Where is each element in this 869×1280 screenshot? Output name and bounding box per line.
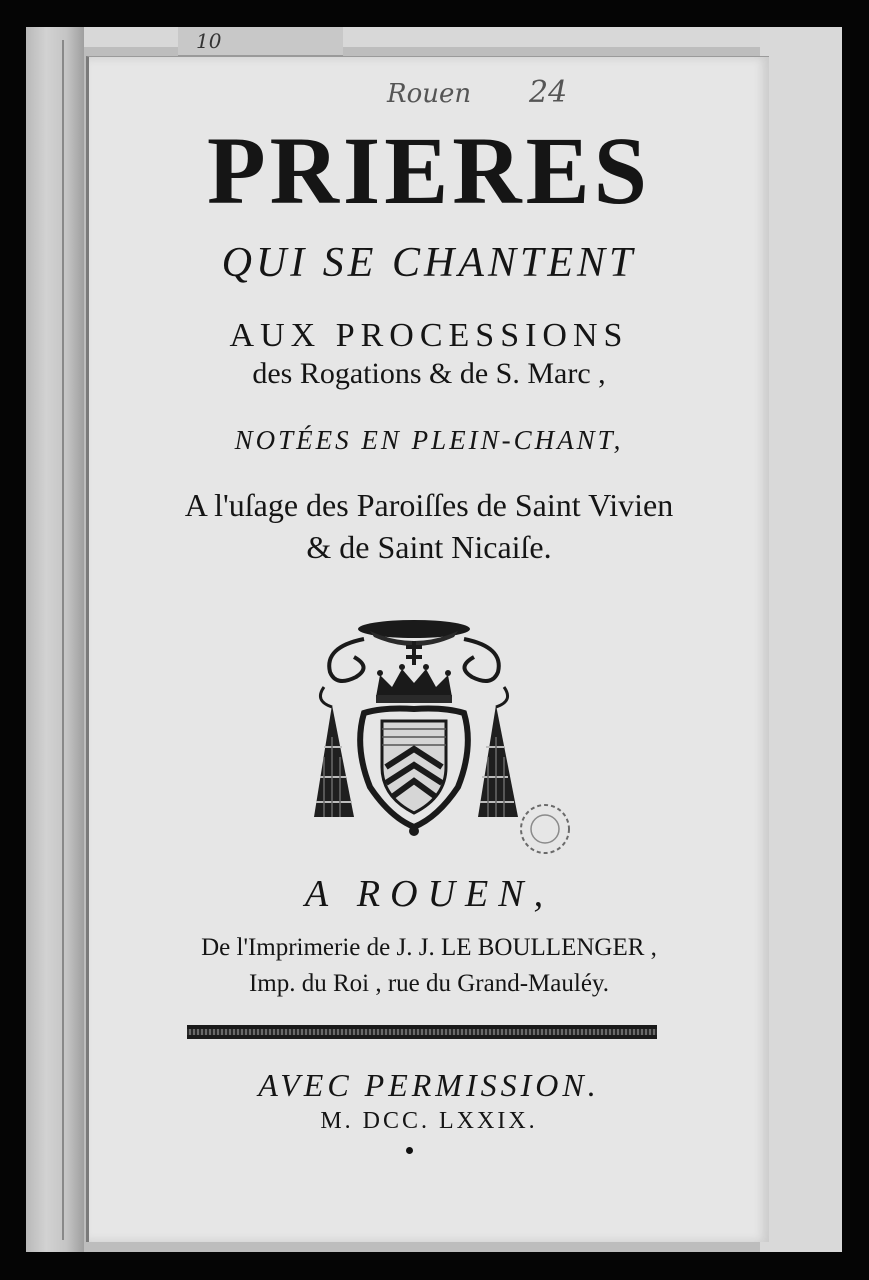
- handwritten-note-rouen: Rouen: [387, 79, 472, 109]
- place-of-printing: A ROUEN,: [304, 873, 554, 915]
- title-line-processions: AUX PROCESSIONS: [229, 317, 629, 354]
- title-line-paroisses: A l'uſage des Paroiſſes de Saint Vivien: [184, 487, 674, 523]
- shelf-tab: [178, 27, 343, 56]
- ornamental-rule: [187, 1025, 657, 1039]
- tab-mark: 10: [196, 29, 222, 53]
- page-title: PRIERES: [206, 117, 652, 224]
- coat-of-arms-icon: [294, 617, 534, 842]
- title-line-nicaise: & de Saint Nicaiſe.: [306, 529, 552, 565]
- title-line-rogations: des Rogations & de S. Marc ,: [252, 357, 606, 390]
- background-strip: [26, 27, 842, 47]
- subtitle: QUI SE CHANTENT: [221, 240, 637, 286]
- title-page: [86, 56, 769, 1242]
- library-stamp-icon: [517, 801, 573, 857]
- handwritten-note-number: 24: [529, 75, 568, 110]
- publication-year: M. DCC. LXXIX.: [320, 1108, 538, 1134]
- book-spine: [26, 27, 84, 1252]
- spine-crease: [62, 40, 64, 1240]
- printer-line-1: De l'Imprimerie de J. J. LE BOULLENGER ,: [201, 934, 657, 961]
- ornament-dot: [406, 1147, 413, 1154]
- permission-line: AVEC PERMISSION.: [258, 1067, 600, 1103]
- printer-line-2: Imp. du Roi , rue du Grand-Mauléy.: [248, 970, 610, 997]
- title-line-plainchant: NOTÉES EN PLEIN-CHANT,: [234, 425, 624, 455]
- right-background: [760, 27, 842, 1252]
